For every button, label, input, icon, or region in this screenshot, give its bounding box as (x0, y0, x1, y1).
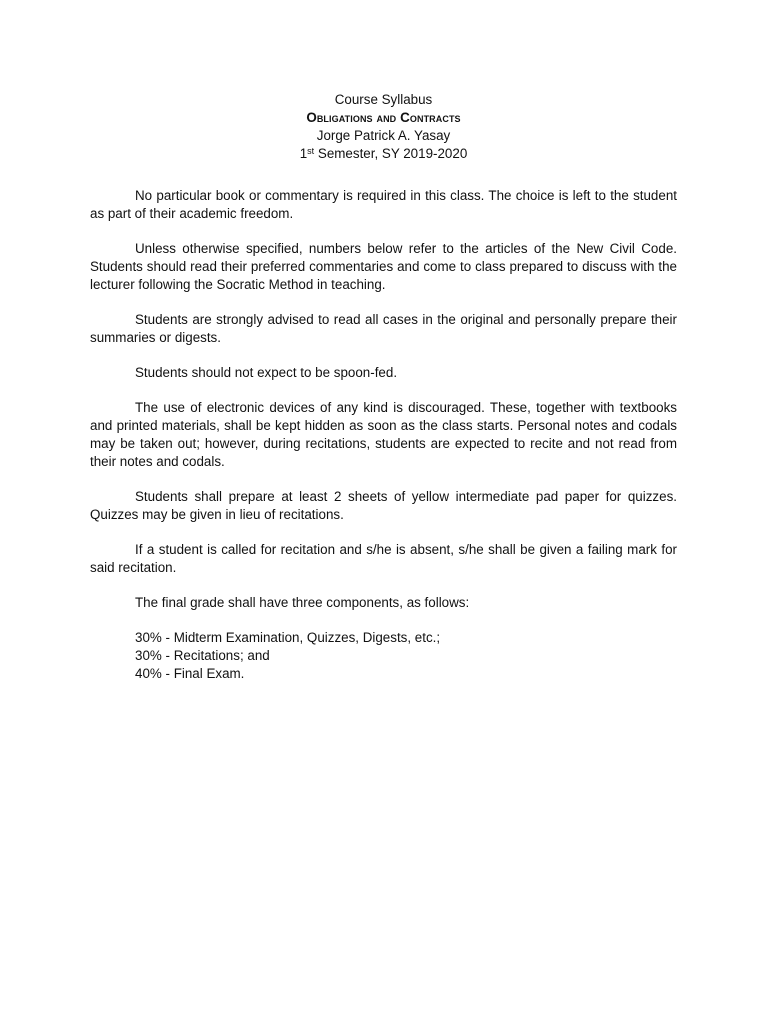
document-type: Course Syllabus (334, 92, 433, 107)
syllabus-page (90, 91, 677, 683)
semester-number: 1 (299, 146, 308, 161)
paragraph-devices: The use of electronic devices of any kind is discouraged. These, together with textbooks and printed materials, shall be kept hidden as soon as the class starts. Personal notes and codals may be taken out; however, during recitations, students are expected to recite and not read from their notes and codals. (90, 400, 677, 469)
instructor-name: Jorge Patrick A. Yasay (316, 128, 451, 143)
grade-component-final-exam: 40% - Final Exam. (135, 666, 245, 681)
paragraph-articles: Unless otherwise specified, numbers below refer to the articles of the New Civil Code. Students should read their preferred commentaries and come to class prepared to discuss with the lecturer following the Socratic Method in teaching. (90, 241, 677, 292)
paragraph-quizzes: Students shall prepare at least 2 sheets of yellow intermediate pad paper for quizzes. Quizzes may be given in lieu of recitations. (90, 489, 677, 522)
paragraph-cases: Students are strongly advised to read all cases in the original and personally prepare their summaries or digests. (90, 312, 677, 345)
grade-components-list (90, 629, 677, 683)
grade-component-midterm: 30% - Midterm Examination, Quizzes, Digests, etc.; (135, 630, 441, 645)
paragraph-absence: If a student is called for recitation and s/he is absent, s/he shall be given a failing mark for said recitation. (90, 542, 677, 575)
paragraph-spoon-fed: Students should not expect to be spoon-fed. (135, 365, 398, 380)
paragraph-grade-intro: The final grade shall have three components, as follows: (135, 595, 470, 610)
grade-component-recitations: 30% - Recitations; and (135, 648, 270, 663)
semester-ordinal-suffix: st (307, 146, 315, 156)
course-title: Obligations and Contracts (306, 110, 461, 125)
paragraph-books: No particular book or commentary is required in this class. The choice is left to the student as part of their academic freedom. (90, 188, 677, 221)
semester-text: Semester, SY 2019-2020 (314, 146, 468, 161)
syllabus-header (90, 91, 677, 163)
semester-line (90, 145, 677, 163)
